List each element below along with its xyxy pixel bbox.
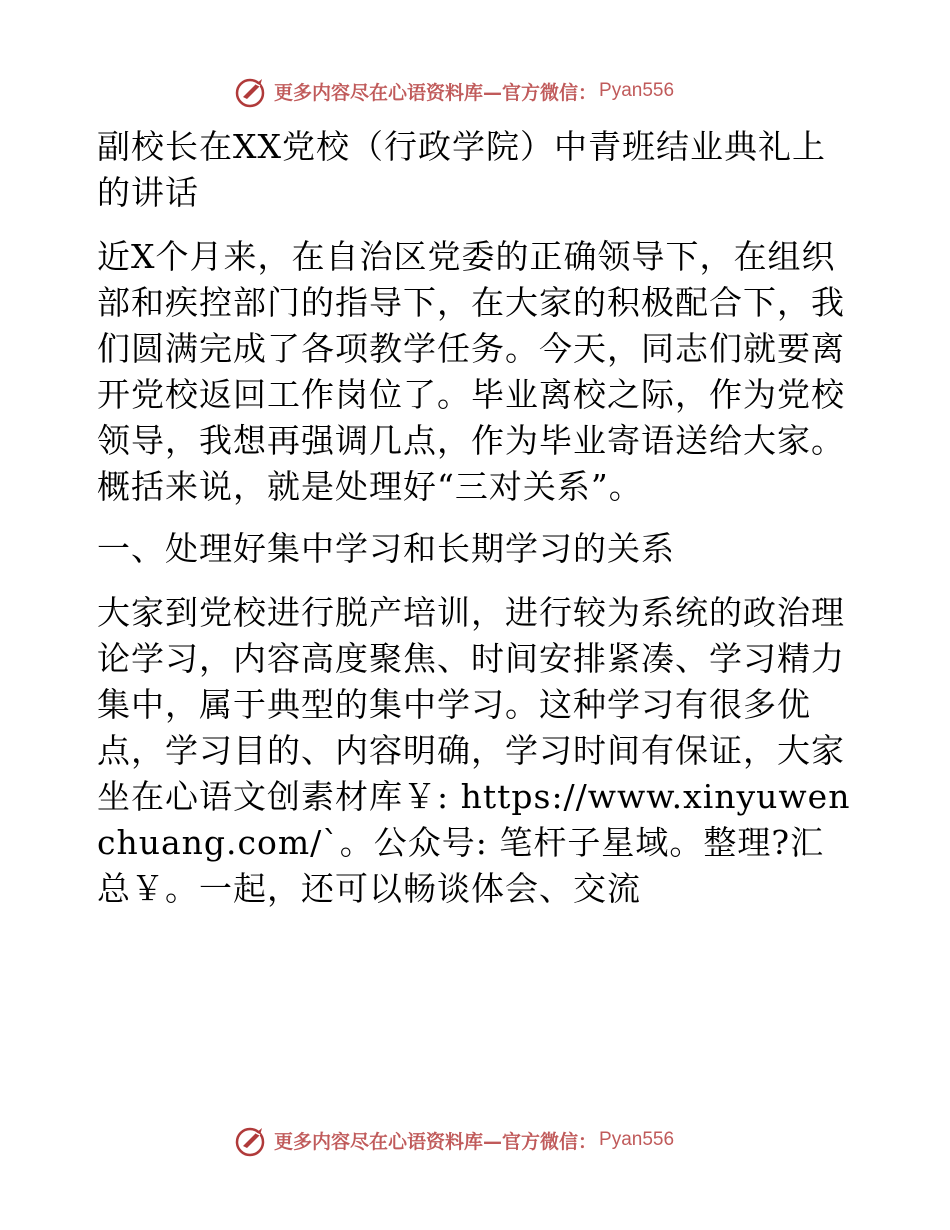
document-body: [97, 124, 857, 912]
logo-icon: [234, 1122, 270, 1158]
watermark-account: Pyan556: [599, 80, 675, 101]
watermark-text: 更多内容尽在心语资料库—官方微信：: [274, 81, 598, 104]
document-title: 副校长在XX党校（行政学院）中青班结业典礼上的讲话: [97, 127, 826, 212]
header-watermark: [234, 71, 674, 111]
footer-watermark: [234, 1120, 674, 1160]
watermark-text: 更多内容尽在心语资料库—官方微信：: [274, 1130, 598, 1153]
logo-icon: [234, 73, 270, 109]
section-heading: 一、处理好集中学习和长期学习的关系: [97, 529, 675, 568]
paragraph: 大家到党校进行脱产培训，进行较为系统的政治理论学习，内容高度聚焦、时间安排紧凑、学习精力集中，属于典型的集中学习。这种学习有很多优点，学习目的、内容明确，学习时间有保证，大家坐在心语文创素材库￥: https://www.xinyuwenchuang.com/`。公众号: 笔杆子星域。整理?汇总￥。一起，还可以畅谈体会、交流: [97, 593, 851, 908]
watermark-account: Pyan556: [599, 1129, 675, 1150]
paragraph: 近X个月来，在自治区党委的正确领导下，在组织部和疾控部门的指导下，在大家的积极配合下，我们圆满完成了各项教学任务。今天，同志们就要离开党校返回工作岗位了。毕业离校之际，作为党校领导，我想再强调几点，作为毕业寄语送给大家。概括来说，就是处理好“三对关系”。: [97, 237, 845, 506]
